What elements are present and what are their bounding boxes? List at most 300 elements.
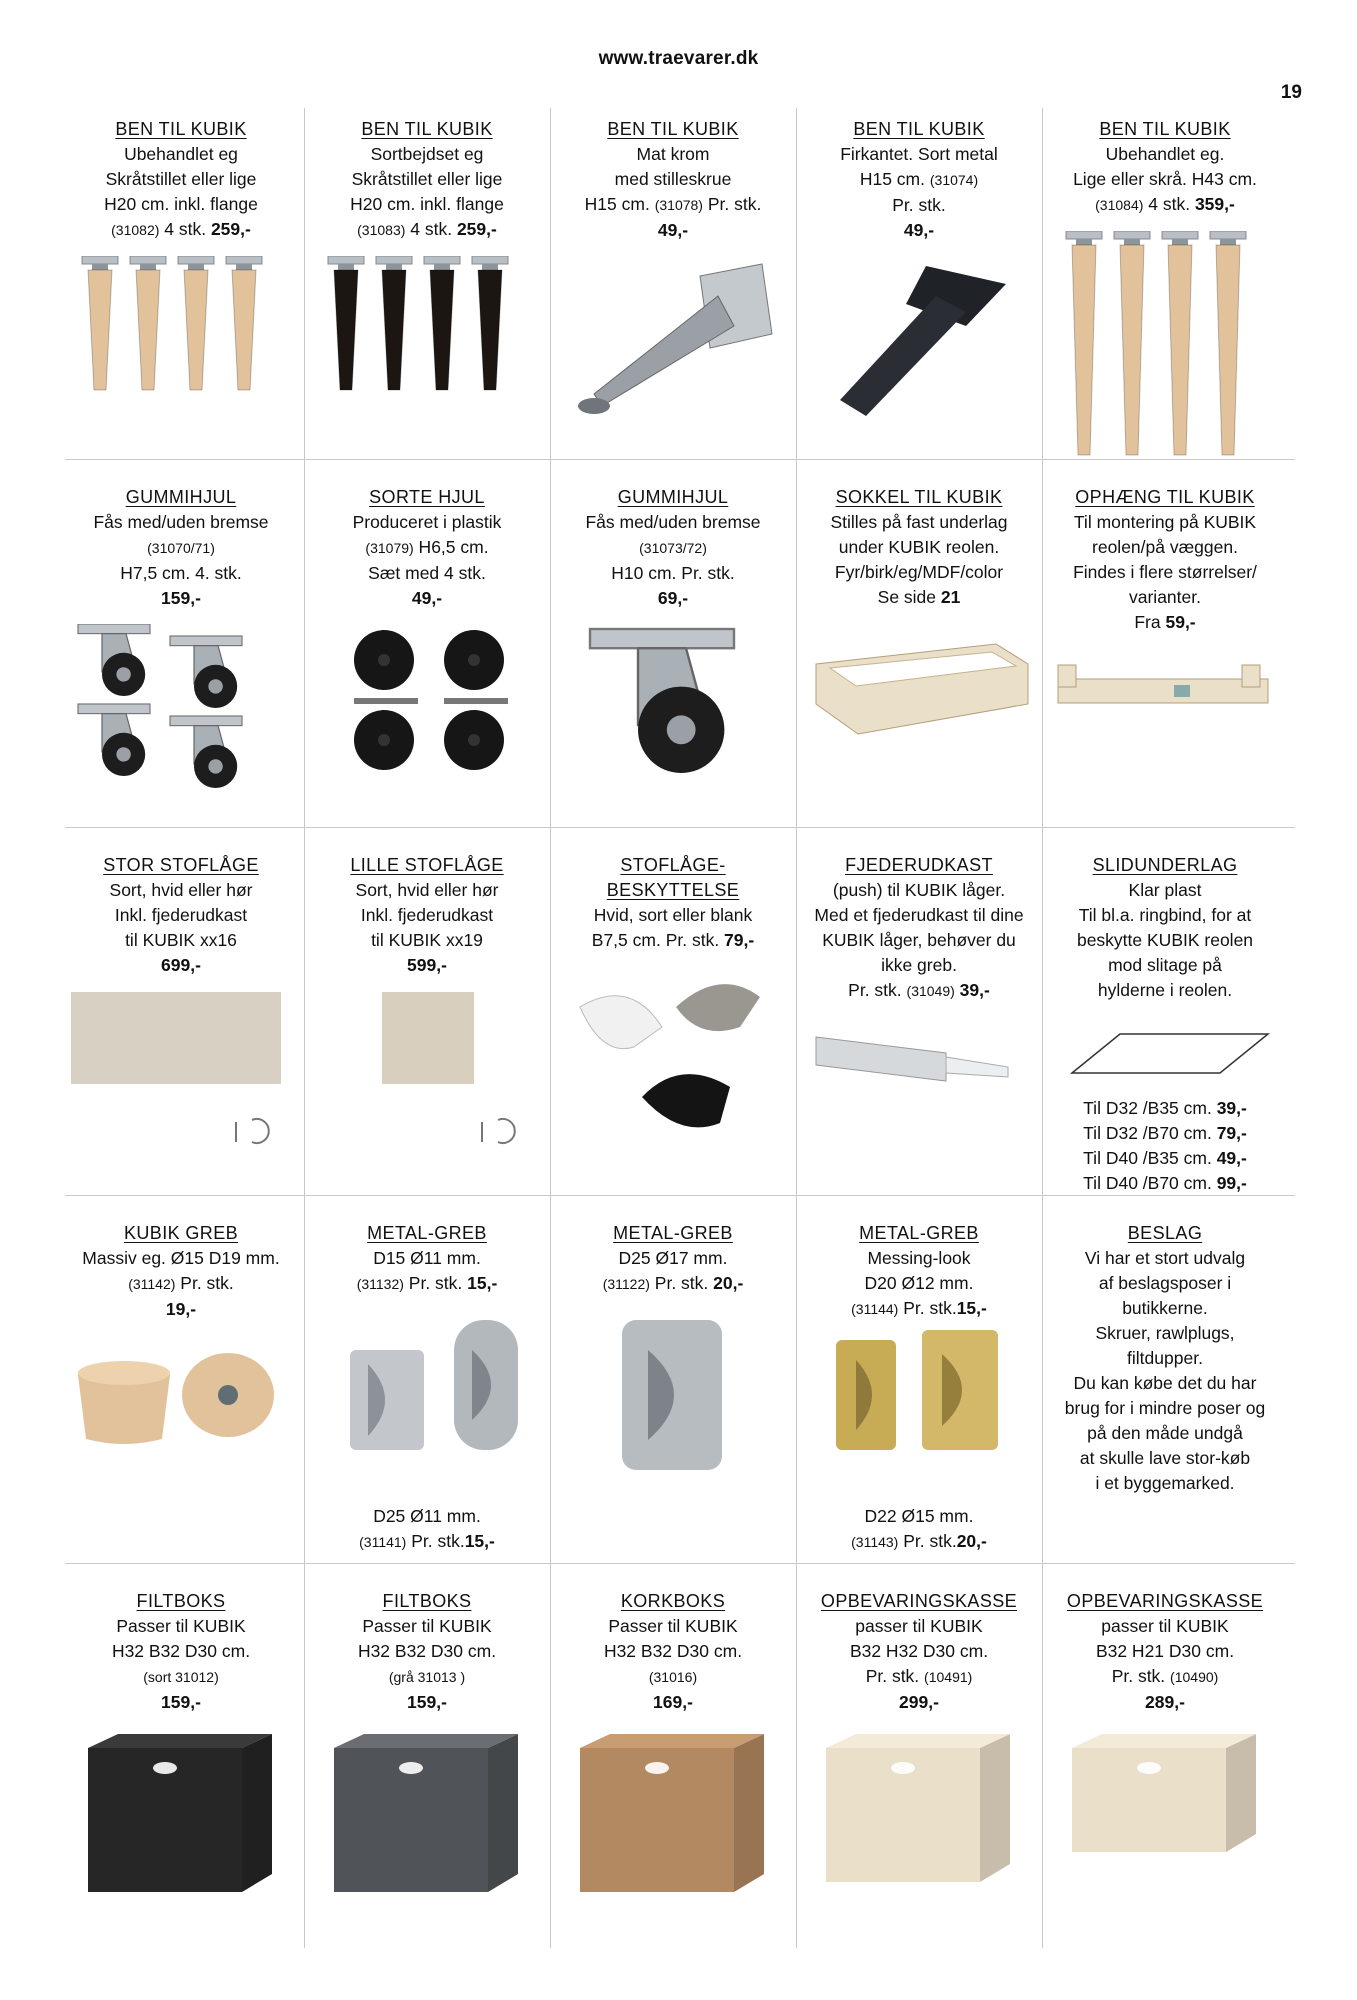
product-cell — [1042, 844, 1288, 1212]
text: hylderne i reolen. — [1097, 980, 1233, 1000]
push-opener-icon — [796, 1017, 1042, 1124]
product-description — [796, 476, 1042, 610]
product-line — [304, 561, 550, 586]
website-url: www.traevarer.dk — [598, 48, 759, 69]
price: 289,- — [1145, 1692, 1185, 1712]
text: H6,5 cm. — [413, 537, 489, 557]
product-title — [58, 485, 304, 510]
text: Pr. stk. — [892, 195, 946, 215]
text: Hvid, sort eller blank — [593, 905, 753, 925]
product-cell — [796, 476, 1042, 844]
text: til KUBIK xx16 — [125, 930, 237, 950]
text: BEN TIL KUBIK — [607, 119, 739, 139]
product-line — [796, 1246, 1042, 1271]
item-code: (31078) — [654, 197, 703, 213]
text: METAL-GREB — [613, 1223, 733, 1243]
product-description — [550, 476, 796, 611]
text: passer til KUBIK — [855, 1616, 983, 1636]
text: Pr. stk. — [1111, 1666, 1171, 1686]
product-line — [550, 561, 796, 586]
text: af beslagsposer i — [1098, 1273, 1232, 1293]
product-description — [1042, 844, 1288, 1003]
price: 99,- — [1216, 1173, 1247, 1193]
product-title — [304, 1221, 550, 1246]
text: LILLE STOFLÅGE — [350, 855, 504, 875]
product-description — [304, 108, 550, 243]
text: mod slitage på — [1108, 955, 1222, 975]
product-line — [550, 1271, 796, 1297]
text: brug for i mindre poser og — [1064, 1398, 1266, 1418]
text: OPHÆNG TIL KUBIK — [1075, 487, 1255, 507]
text: Til bl.a. ringbind, for at — [1078, 905, 1252, 925]
text: ikke greb. — [881, 955, 957, 975]
product-line — [796, 585, 1042, 610]
item-code: (31070/71) — [147, 540, 215, 556]
item-code: (31084) — [1095, 197, 1144, 213]
product-cell — [58, 1580, 304, 1948]
price: 20,- — [713, 1273, 744, 1293]
product-cell — [550, 476, 796, 844]
price: 159,- — [161, 1692, 201, 1712]
product-line — [550, 586, 796, 611]
product-line — [304, 928, 550, 953]
text: Pr. stk. — [406, 1531, 465, 1551]
text: H15 cm. — [859, 169, 930, 189]
price: 39,- — [959, 980, 990, 1000]
product-line — [796, 167, 1042, 193]
product-line — [1042, 585, 1288, 610]
product-description — [58, 108, 304, 243]
variant-line — [1042, 1096, 1288, 1121]
text: Pr. stk. — [898, 1531, 957, 1551]
product-title — [550, 117, 796, 142]
product-line — [550, 218, 796, 243]
text: butikkerne. — [1122, 1298, 1208, 1318]
storage-box-low-icon — [1042, 1728, 1288, 1905]
text: Til D32 /B35 cm. — [1083, 1098, 1217, 1118]
fabric-door-small-icon — [304, 992, 550, 1189]
product-title — [58, 117, 304, 142]
item-code: (31143) — [851, 1534, 899, 1550]
product-cell — [796, 1580, 1042, 1948]
product-line — [304, 1614, 550, 1639]
text: D20 Ø12 mm. — [864, 1273, 974, 1293]
product-cell — [58, 108, 304, 476]
price: 79,- — [1216, 1123, 1247, 1143]
product-line — [796, 560, 1042, 585]
product-variants — [796, 1504, 1042, 1555]
caster-set-icon — [58, 624, 304, 801]
text: GUMMIHJUL — [617, 487, 729, 507]
price: 15,- — [956, 1298, 987, 1318]
product-title — [550, 853, 796, 878]
tall-wood-leg-set-icon — [1042, 231, 1288, 478]
metal-pull-pair-icon — [304, 1320, 550, 1467]
product-line — [58, 217, 304, 243]
text: Vi har et stort udvalg — [1084, 1248, 1246, 1268]
product-line — [796, 1614, 1042, 1639]
text: OPBEVARINGSKASSE — [1066, 1591, 1264, 1611]
price: 49,- — [411, 588, 443, 608]
text: Fyr/birk/eg/MDF/color — [834, 562, 1004, 582]
wood-plinth-icon — [796, 624, 1042, 761]
text: Du kan købe det du har — [1073, 1373, 1257, 1393]
text: D25 Ø11 mm. — [373, 1506, 481, 1526]
product-description — [550, 108, 796, 243]
text: Ubehandlet eg — [124, 144, 238, 164]
text: at skulle lave stor-køb — [1079, 1448, 1251, 1468]
text: Massiv eg. Ø15 D19 mm. — [82, 1248, 280, 1268]
text: D25 Ø17 mm. — [618, 1248, 728, 1268]
product-title — [550, 878, 796, 903]
price: 49,- — [903, 220, 935, 240]
product-title — [1042, 1589, 1288, 1614]
product-line — [550, 903, 796, 928]
product-title — [796, 1589, 1042, 1614]
product-title — [58, 1589, 304, 1614]
product-line — [58, 1690, 304, 1715]
text: Fås med/uden bremse — [93, 512, 269, 532]
product-cell — [58, 1212, 304, 1580]
text: Sort, hvid eller hør — [109, 880, 253, 900]
product-line — [1042, 142, 1288, 167]
product-line — [550, 1639, 796, 1664]
item-code: (sort 31012) — [143, 1669, 219, 1685]
text: Inkl. fjederudkast — [114, 905, 248, 925]
text: varianter. — [1129, 587, 1201, 607]
product-title — [1042, 485, 1288, 510]
product-cell — [1042, 476, 1288, 844]
product-grid — [65, 108, 1295, 1948]
price: 15,- — [467, 1273, 498, 1293]
item-code: (31073/72) — [639, 540, 707, 556]
product-cell — [796, 1212, 1042, 1580]
text: Skråtstillet eller lige — [105, 169, 257, 189]
price: 299,- — [899, 1692, 939, 1712]
product-title — [304, 117, 550, 142]
felt-box-black-icon — [58, 1728, 304, 1905]
text: Passer til KUBIK — [608, 1616, 738, 1636]
text: Inkl. fjederudkast — [360, 905, 494, 925]
price: 699,- — [161, 955, 201, 975]
product-title — [1042, 1221, 1288, 1246]
product-line — [58, 561, 304, 586]
text: SLIDUNDERLAG — [1092, 855, 1238, 875]
product-line — [1042, 167, 1288, 192]
text: Sortbejdset eg — [370, 144, 484, 164]
item-code: (31049) — [906, 983, 955, 999]
text: SOKKEL TIL KUBIK — [835, 487, 1003, 507]
text: H20 cm. inkl. flange — [104, 194, 258, 214]
product-line — [796, 535, 1042, 560]
price: 69,- — [657, 588, 689, 608]
variant-line — [796, 1504, 1042, 1529]
text: KUBIK GREB — [123, 1223, 239, 1243]
product-description — [58, 1580, 304, 1715]
product-title — [796, 1221, 1042, 1246]
product-line — [796, 1296, 1042, 1322]
price: 20,- — [956, 1531, 987, 1551]
price: 169,- — [653, 1692, 693, 1712]
text: på den måde undgå — [1087, 1423, 1243, 1443]
variant-line — [796, 1529, 1042, 1555]
product-title — [304, 1589, 550, 1614]
text: STOR STOFLÅGE — [103, 855, 259, 875]
product-line — [550, 510, 796, 535]
price: 19,- — [165, 1299, 197, 1319]
product-line — [1042, 1664, 1288, 1690]
text: Firkantet. Sort metal — [840, 144, 998, 164]
product-line — [550, 928, 796, 953]
product-line — [58, 878, 304, 903]
text: reolen/på væggen. — [1092, 537, 1238, 557]
text: Pr. stk. — [865, 1666, 925, 1686]
product-line — [58, 1271, 304, 1297]
product-line — [796, 878, 1042, 903]
text: (push) til KUBIK låger. — [832, 880, 1006, 900]
product-line — [304, 1639, 550, 1664]
text: BEN TIL KUBIK — [1099, 119, 1231, 139]
text: D22 Ø15 mm. — [864, 1506, 974, 1526]
price: 59,- — [1165, 612, 1196, 632]
text: KORKBOKS — [620, 1591, 726, 1611]
text: Skråtstillet eller lige — [351, 169, 503, 189]
product-line — [304, 167, 550, 192]
text: Skruer, rawlplugs, — [1095, 1323, 1235, 1343]
product-line — [550, 192, 796, 218]
product-line — [304, 878, 550, 903]
black-wheel-set-icon — [304, 624, 550, 801]
product-cell — [550, 1212, 796, 1580]
product-cell — [304, 1580, 550, 1948]
product-line — [796, 218, 1042, 243]
price: 599,- — [407, 955, 447, 975]
product-line — [304, 142, 550, 167]
item-code: (31144) — [851, 1301, 899, 1317]
item-code: (31142) — [128, 1276, 176, 1292]
price: 259,- — [456, 219, 497, 239]
product-line — [304, 586, 550, 611]
product-line — [796, 1639, 1042, 1664]
product-line — [304, 1246, 550, 1271]
product-line — [1042, 928, 1288, 953]
text: FJEDERUDKAST — [845, 855, 993, 875]
product-line — [58, 903, 304, 928]
text: METAL-GREB — [859, 1223, 979, 1243]
storage-box-tall-icon — [796, 1728, 1042, 1905]
product-description — [796, 1212, 1042, 1322]
text: Pr. stk. — [403, 1273, 468, 1293]
metal-pull-icon — [550, 1320, 796, 1487]
plastic-pad-icon — [1042, 1028, 1288, 1095]
product-line — [58, 535, 304, 561]
price: 159,- — [407, 1692, 447, 1712]
text: BESLAG — [1127, 1223, 1203, 1243]
text: Messing-look — [867, 1248, 971, 1268]
item-code: (grå 31013 ) — [388, 1669, 466, 1685]
price: 21 — [940, 587, 961, 607]
product-line — [1042, 610, 1288, 635]
text: passer til KUBIK — [1101, 1616, 1229, 1636]
product-line — [1042, 1346, 1288, 1371]
text: Passer til KUBIK — [116, 1616, 246, 1636]
product-description — [796, 844, 1042, 1004]
text: Til D40 /B35 cm. — [1083, 1148, 1217, 1168]
page-number: 19 — [1280, 82, 1302, 103]
product-title — [550, 1221, 796, 1246]
product-line — [1042, 1690, 1288, 1715]
text: Lige eller skrå. H43 cm. — [1073, 169, 1257, 189]
product-title — [796, 117, 1042, 142]
edge-protector-icon — [550, 967, 796, 1174]
text: Stilles på fast underlag — [830, 512, 1008, 532]
product-description — [550, 1212, 796, 1297]
item-code: (31132) — [356, 1276, 404, 1292]
product-description — [1042, 476, 1288, 635]
text: B32 H21 D30 cm. — [1095, 1641, 1235, 1661]
product-cell — [304, 108, 550, 476]
product-cell — [550, 1580, 796, 1948]
product-line — [1042, 878, 1288, 903]
text: filtdupper. — [1127, 1348, 1203, 1368]
product-variants — [304, 1504, 550, 1555]
product-line — [58, 510, 304, 535]
product-description — [796, 108, 1042, 243]
text: METAL-GREB — [367, 1223, 487, 1243]
text: D15 Ø11 mm. — [373, 1248, 481, 1268]
product-line — [58, 928, 304, 953]
fabric-door-large-icon — [58, 992, 304, 1189]
product-description — [304, 1580, 550, 1715]
product-description — [304, 476, 550, 611]
product-line — [1042, 510, 1288, 535]
text: Ubehandlet eg. — [1105, 144, 1225, 164]
product-title — [550, 1589, 796, 1614]
product-cell — [796, 844, 1042, 1212]
product-line — [796, 978, 1042, 1004]
price: 259,- — [210, 219, 251, 239]
product-line — [58, 167, 304, 192]
product-line — [58, 1639, 304, 1664]
product-line — [796, 1664, 1042, 1690]
text: B7,5 cm. Pr. stk. — [591, 930, 725, 950]
item-code: (31074) — [929, 172, 979, 188]
text: KUBIK låger, behøver du — [822, 930, 1016, 950]
price: 15,- — [464, 1531, 495, 1551]
product-line — [1042, 1271, 1288, 1296]
product-line — [1042, 978, 1288, 1003]
text: Produceret i plastik — [352, 512, 502, 532]
product-title — [1042, 853, 1288, 878]
product-cell — [304, 1212, 550, 1580]
text: Til D32 /B70 cm. — [1083, 1123, 1217, 1143]
product-line — [550, 1614, 796, 1639]
product-line — [550, 167, 796, 192]
felt-box-grey-icon — [304, 1728, 550, 1905]
text: under KUBIK reolen. — [838, 537, 1000, 557]
text: SORTE HJUL — [369, 487, 485, 507]
product-title — [796, 485, 1042, 510]
product-line — [796, 953, 1042, 978]
text: BESKYTTELSE — [606, 880, 740, 900]
product-line — [58, 586, 304, 611]
item-code: (10491) — [924, 1669, 973, 1685]
text: H15 cm. — [584, 194, 655, 214]
text: beskytte KUBIK reolen — [1076, 930, 1254, 950]
text: Sort, hvid eller hør — [355, 880, 499, 900]
price: 39,- — [1216, 1098, 1247, 1118]
product-line — [58, 142, 304, 167]
product-line — [796, 193, 1042, 218]
product-cell — [304, 844, 550, 1212]
text: Klar plast — [1128, 880, 1202, 900]
product-cell — [58, 844, 304, 1212]
price: 159,- — [161, 588, 201, 608]
price: 49,- — [1216, 1148, 1247, 1168]
product-line — [304, 1271, 550, 1297]
product-cell — [796, 108, 1042, 476]
product-line — [58, 953, 304, 978]
product-line — [304, 903, 550, 928]
text: B32 H32 D30 cm. — [849, 1641, 989, 1661]
product-line — [1042, 192, 1288, 218]
product-description — [550, 844, 796, 953]
product-line — [304, 1690, 550, 1715]
product-line — [304, 192, 550, 217]
item-code: (31016) — [648, 1669, 698, 1685]
product-line — [58, 1664, 304, 1690]
product-line — [550, 1664, 796, 1690]
product-cell — [550, 844, 796, 1212]
product-line — [1042, 1446, 1288, 1471]
product-description — [304, 1212, 550, 1297]
text: Til D40 /B70 cm. — [1083, 1173, 1217, 1193]
product-cell — [58, 476, 304, 844]
product-line — [796, 510, 1042, 535]
product-description — [1042, 1212, 1288, 1496]
product-title — [550, 485, 796, 510]
product-description — [796, 1580, 1042, 1715]
text: Fra — [1134, 612, 1166, 632]
text: Til montering på KUBIK — [1073, 512, 1257, 532]
product-line — [796, 928, 1042, 953]
product-line — [796, 903, 1042, 928]
product-description — [1042, 1580, 1288, 1715]
product-line — [1042, 1296, 1288, 1321]
product-line — [58, 1246, 304, 1271]
text: 4 stk. — [1143, 194, 1195, 214]
product-description — [1042, 108, 1288, 218]
text: Sæt med 4 stk. — [368, 563, 486, 583]
product-variants — [1042, 1096, 1288, 1196]
product-line — [550, 535, 796, 561]
text: H32 B32 D30 cm. — [111, 1641, 251, 1661]
variant-line — [304, 1504, 550, 1529]
price: 49,- — [657, 220, 689, 240]
product-line — [796, 1690, 1042, 1715]
price: 359,- — [1194, 194, 1235, 214]
text: H20 cm. inkl. flange — [350, 194, 504, 214]
text: 4 stk. — [405, 219, 457, 239]
product-line — [1042, 1639, 1288, 1664]
product-line — [1042, 1614, 1288, 1639]
product-line — [304, 953, 550, 978]
text: H32 B32 D30 cm. — [603, 1641, 743, 1661]
product-title — [1042, 117, 1288, 142]
product-title — [58, 1221, 304, 1246]
product-cell — [1042, 1212, 1288, 1580]
product-line — [304, 217, 550, 243]
